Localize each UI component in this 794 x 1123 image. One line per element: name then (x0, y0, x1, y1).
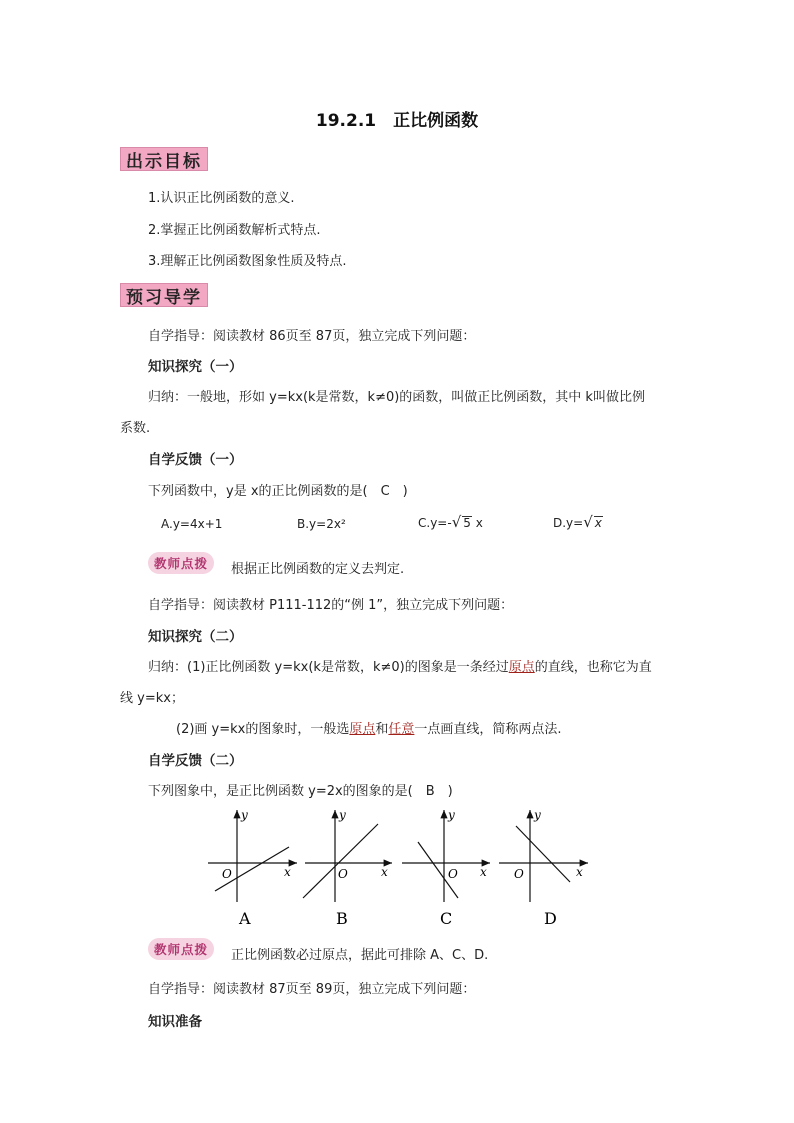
graph-a-caption: A (239, 909, 251, 928)
explore2-line3-mid: 和 (375, 722, 389, 737)
feedback-heading-1: 自学反馈（一） (148, 452, 243, 468)
graph-d-origin-label: O (514, 867, 524, 881)
option-d-radicand: x (594, 516, 602, 530)
option-c-prefix: C.y=- (418, 516, 452, 530)
graph-b-origin-label: O (338, 867, 348, 881)
explore-heading-2: 知识探究（二） (148, 629, 243, 645)
blank-answer-origin-2: 原点 (349, 722, 376, 737)
self-study-guide-1: 自学指导：阅读教材 86页至 87页，独立完成下列问题： (148, 329, 476, 344)
teacher-tip-2: 正比例函数必过原点，据此可排除 A、C、D. (231, 948, 489, 963)
graph-a-x-label: x (284, 865, 291, 879)
explore2-line3-suffix: 一点画直线，简称两点法. (414, 722, 562, 737)
explore2-text-line1 (148, 656, 652, 675)
graph-d (499, 808, 588, 928)
graph-b-caption: B (336, 909, 348, 928)
option-c-suffix: x (475, 516, 483, 530)
self-study-guide-3: 自学指导：阅读教材 87页至 89页，独立完成下列问题： (148, 982, 476, 997)
section-tag-preview: 预习导学 (120, 283, 208, 307)
graph-b (303, 808, 392, 928)
graph-b-x-label: x (381, 865, 388, 879)
teacher-tip-badge-1: 教师点拨 (148, 552, 214, 574)
blank-answer-origin: 原点 (508, 660, 535, 675)
graph-a-y-label: y (241, 808, 248, 822)
option-a: A.y=4x+1 (161, 517, 223, 531)
graph-d-y-label: y (534, 808, 541, 822)
graph-c-x-label: x (480, 865, 487, 879)
goal-item-1: 1.认识正比例函数的意义. (148, 191, 295, 206)
graph-c-y-label: y (448, 808, 455, 822)
sqrt-sign-icon: √ (451, 513, 462, 531)
section-tag-goals: 出示目标 (120, 147, 208, 171)
teacher-tip-1: 根据正比例函数的定义去判定. (231, 562, 405, 577)
feedback2-question: 下列图象中，是正比例函数 y=2x的图象的是( B ) (148, 784, 453, 799)
explore-heading-1: 知识探究（一） (148, 359, 243, 375)
graph-b-y-label: y (339, 808, 346, 822)
option-c (418, 513, 483, 531)
explore2-line1-prefix: 归纳：(1)正比例函数 y=kx(k是常数，k≠0)的图象是一条经过 (148, 660, 509, 675)
graph-b-line (303, 824, 378, 898)
graph-c-caption: C (440, 909, 453, 928)
option-c-radicand: 5 (463, 516, 471, 530)
feedback-heading-2: 自学反馈（二） (148, 753, 243, 769)
explore2-line3-prefix: (2)画 y=kx的图象时，一般选 (176, 722, 350, 737)
graph-c (402, 808, 490, 928)
blank-answer-arbitrary: 任意 (388, 722, 415, 737)
graph-a (208, 808, 297, 928)
page-title: 19.2.1 正比例函数 (315, 111, 479, 131)
graph-c-origin-label: O (448, 867, 458, 881)
goal-item-3: 3.理解正比例函数图象性质及特点. (148, 254, 347, 269)
explore2-text-line3 (176, 718, 562, 737)
sqrt-sign-icon: √ (583, 513, 593, 531)
feedback1-question: 下列函数中，y是 x的正比例函数的是( C ) (148, 484, 408, 499)
option-d (553, 513, 603, 531)
teacher-tip-badge-2: 教师点拨 (148, 938, 214, 960)
graph-a-origin-label: O (222, 867, 232, 881)
prep-heading: 知识准备 (148, 1014, 202, 1030)
graph-options (200, 806, 600, 930)
graph-d-x-label: x (576, 865, 583, 879)
option-d-prefix: D.y= (553, 516, 584, 530)
graph-d-caption: D (544, 909, 557, 928)
self-study-guide-2: 自学指导：阅读教材 P111-112的“例 1”，独立完成下列问题： (148, 598, 514, 613)
option-b: B.y=2x² (297, 517, 346, 531)
explore2-text-line2: 线 y=kx； (120, 691, 184, 706)
goal-item-2: 2.掌握正比例函数解析式特点. (148, 223, 321, 238)
explore2-line1-suffix: 的直线，也称它为直 (534, 660, 652, 675)
explore1-text-line2: 系数. (120, 421, 151, 436)
graph-d-line (516, 826, 570, 882)
explore1-text-line1: 归纳：一般地，形如 y=kx(k是常数，k≠0)的函数，叫做正比例函数，其中 k叫做比例 (148, 390, 645, 405)
